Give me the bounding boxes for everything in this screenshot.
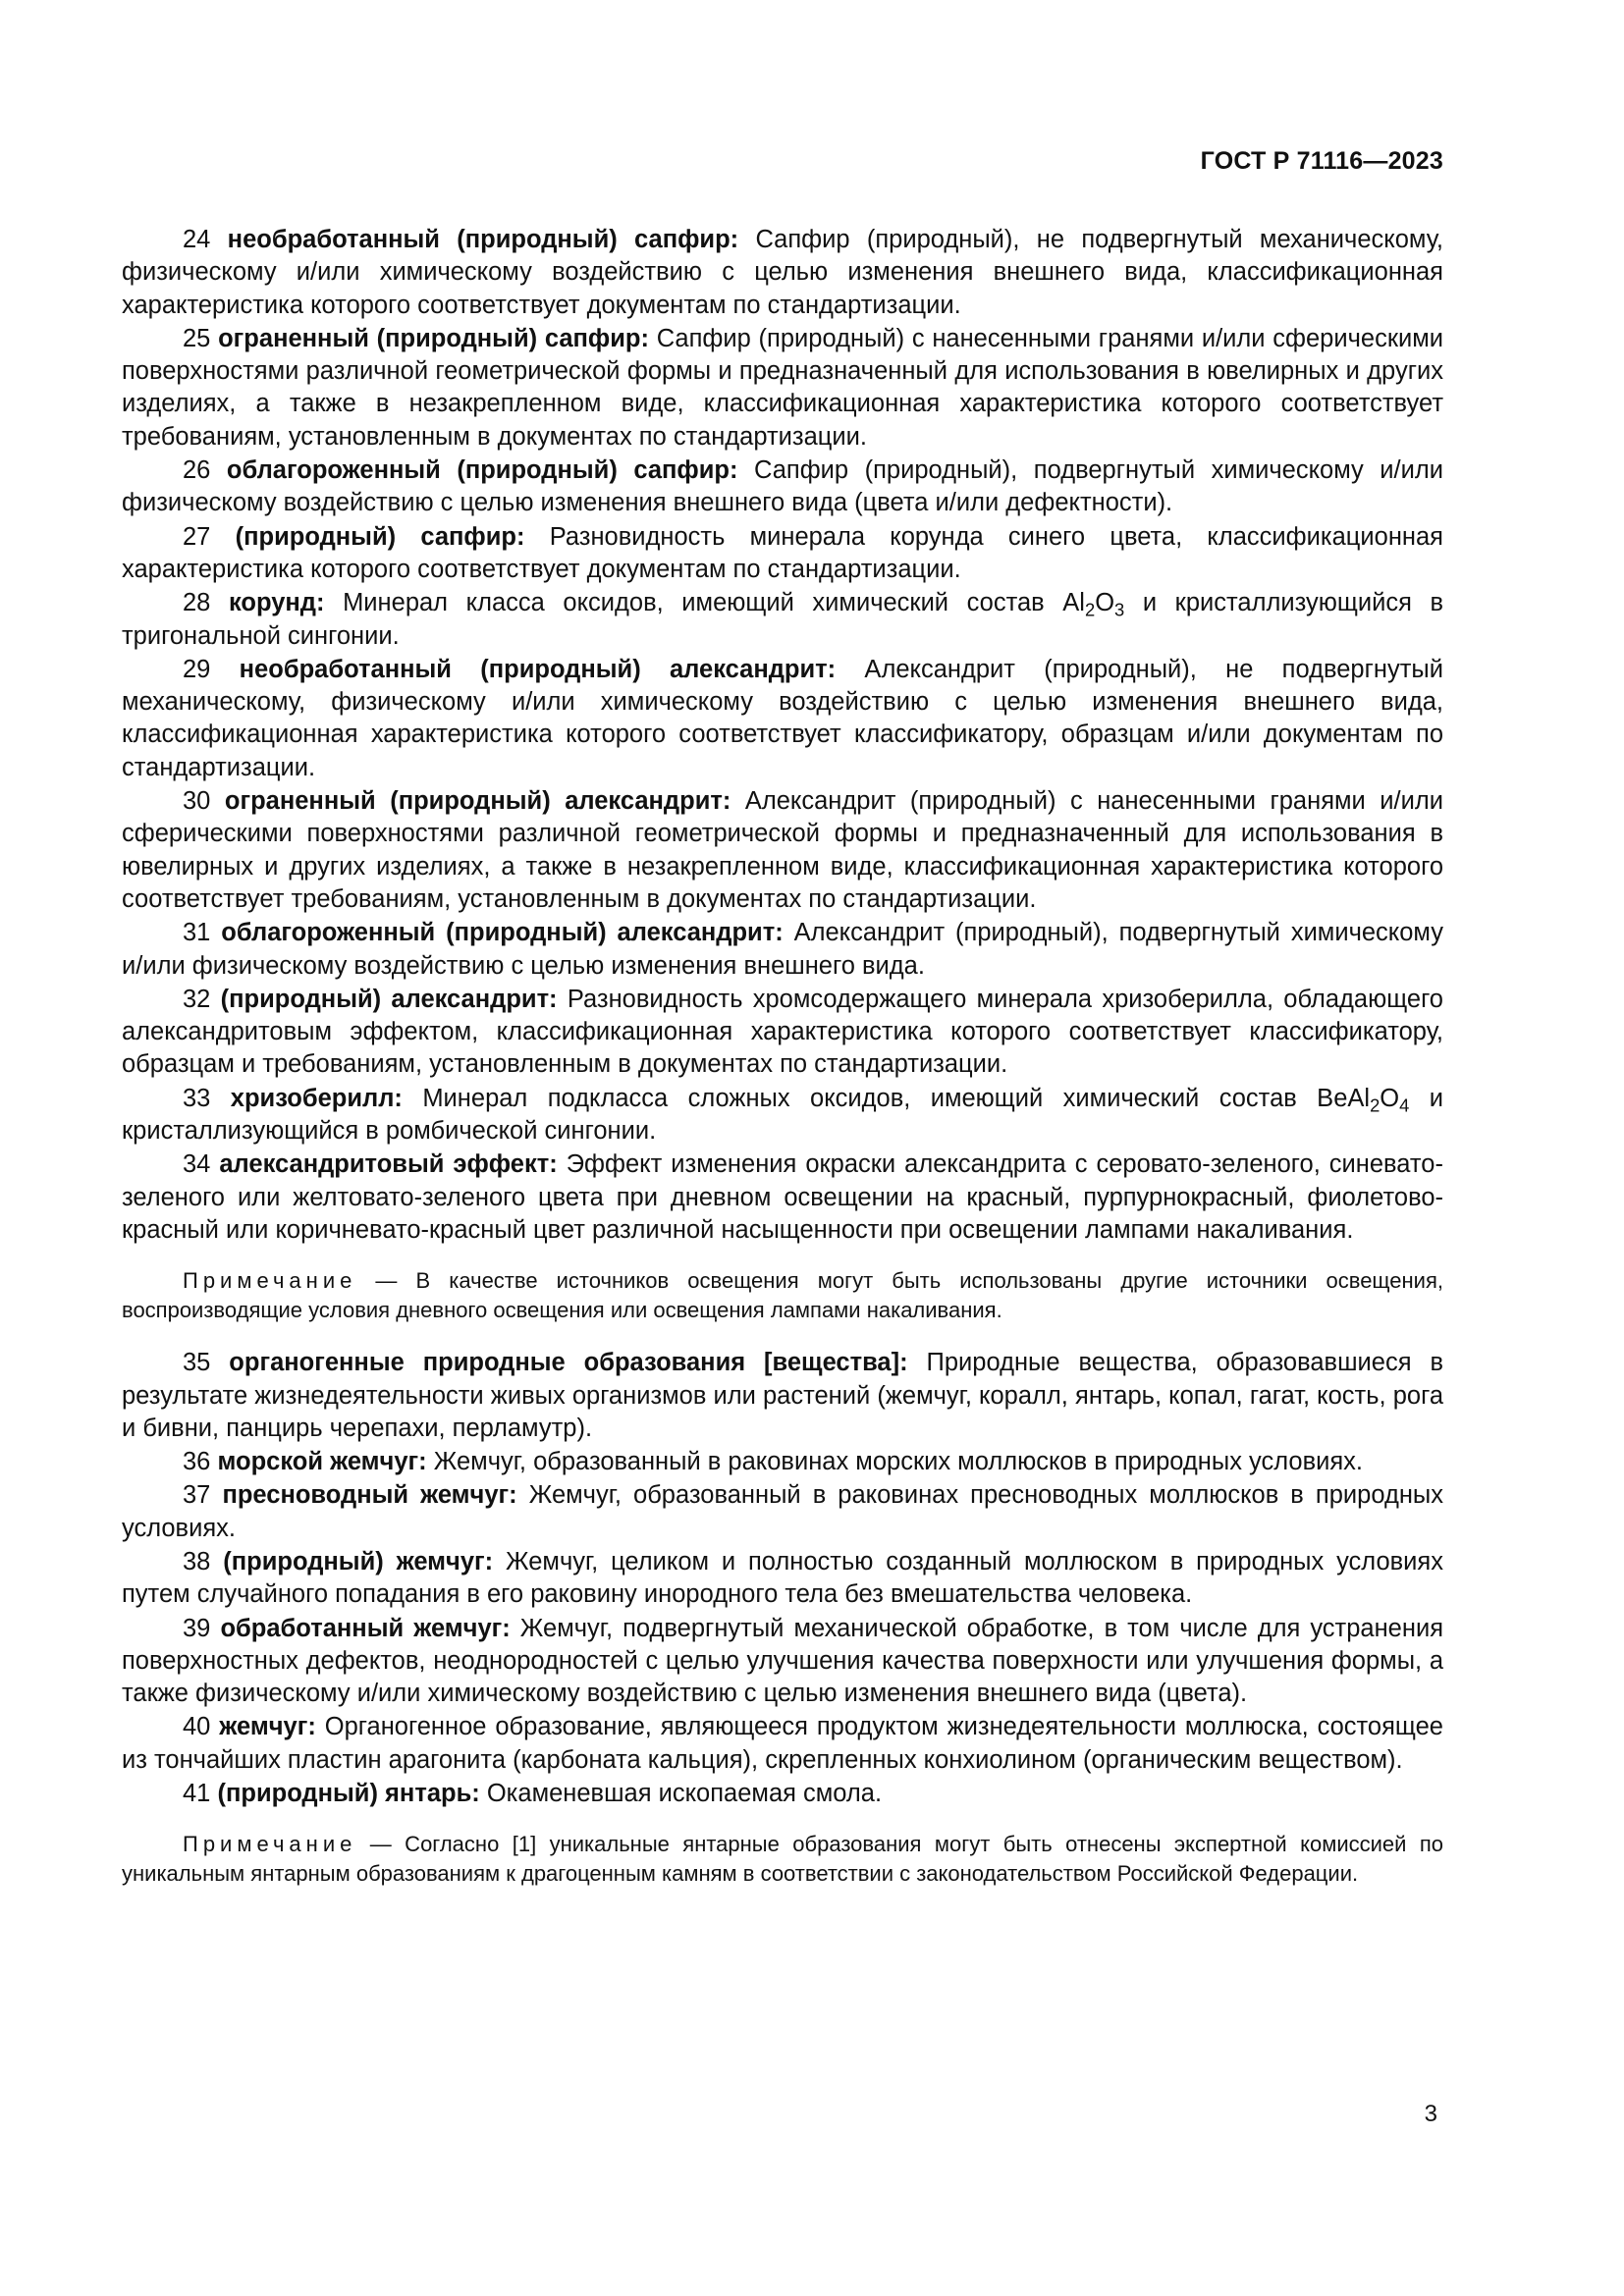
term-definition-cont: и кристаллизующийся в тригональной сингонии.: [122, 589, 1444, 650]
term-definition-cont: и кристаллизующийся в ромбической сингонии.: [122, 1084, 1443, 1146]
term-41: [122, 1778, 1443, 1810]
term-29: [122, 654, 1443, 784]
term-name: (природный) жемчуг:: [223, 1547, 494, 1575]
term-name: обработанный жемчуг:: [220, 1614, 511, 1642]
note-1: [122, 1266, 1443, 1325]
term-definition: Сапфир (природный) с нанесенными гранями и/или сферическими поверхностями различной геометрической формы и предназначенный для использования в ювелирных и других изделиях, а также в незакрепленном виде, классификационная характеристика которого соответствует требованиям, установленным в документах по стандартизации.: [122, 324, 1443, 451]
term-name: пресноводный жемчуг:: [222, 1481, 517, 1510]
term-number: 28: [183, 589, 211, 617]
term-number: 25: [183, 324, 211, 352]
term-definition: Жемчуг, подвергнутый механической обработке, в том числе для устранения поверхностных дефектов, неоднородностей с целью улучшения качества поверхности или улучшения формы, а также физическому и/или химическому воздействию с целью изменения внешнего вида (цвета).: [122, 1614, 1443, 1708]
term-number: 26: [183, 456, 211, 485]
term-name: ограненный (природный) сапфир:: [218, 324, 649, 352]
term-39: [122, 1613, 1443, 1711]
term-definition: Эффект изменения окраски александрита с серовато-зеленого, синевато-зеленого или желтовато-зеленого цвета при дневном освещении на красный, пурпурнокрасный, фиолетово-красный или коричневато-красный цвет различной насыщенности при освещении лампами накаливания.: [122, 1150, 1443, 1244]
term-definition: Александрит (природный), не подвергнутый механическому, физическому и/или химическому воздействию с целью изменения внешнего вида, классификационная характеристика которого соответствует классификатору, образцам и/или документам по стандартизации.: [122, 655, 1443, 781]
term-number: 35: [183, 1349, 211, 1377]
term-number: 40: [183, 1713, 211, 1741]
term-24: [122, 224, 1443, 322]
term-name: необработанный (природный) сапфир:: [227, 226, 739, 253]
term-definition: Сапфир (природный), подвергнутый химическому и/или физическому воздействию с целью изменения внешнего вида (цвета и/или дефектности).: [122, 456, 1443, 517]
term-name: (природный) александрит:: [220, 985, 558, 1013]
term-number: 38: [183, 1547, 211, 1575]
term-name: александритовый эффект:: [219, 1150, 558, 1179]
note-label: Примечание: [183, 1832, 357, 1857]
note-2: [122, 1830, 1443, 1889]
term-definition: Природные вещества, образовавшиеся в результате жизнедеятельности живых организмов или растений (жемчуг, коралл, янтарь, копал, гагат, кость, рога и бивни, панцирь черепахи, перламутр).: [122, 1349, 1443, 1442]
term-name: облагороженный (природный) александрит:: [221, 919, 784, 947]
term-number: 34: [183, 1150, 211, 1179]
term-definition-cont: O: [1380, 1084, 1400, 1112]
term-33: [122, 1083, 1443, 1148]
term-36: [122, 1446, 1443, 1478]
term-30: [122, 785, 1443, 916]
term-name: (природный) янтарь:: [217, 1780, 480, 1808]
term-number: 39: [183, 1614, 211, 1642]
term-definition: Александрит (природный) с нанесенными гранями и/или сферическими поверхностями различной геометрической формы и предназначенный для использования в ювелирных и других изделиях, а также в незакрепленном виде, классификационная характеристика которого соответствует требованиям, установленным в документах по стандартизации.: [122, 787, 1443, 913]
term-37: [122, 1479, 1443, 1545]
term-40: [122, 1711, 1443, 1777]
term-definition: Минерал подкласса сложных оксидов, имеющий химический состав BeAl: [402, 1084, 1371, 1112]
term-38: [122, 1546, 1443, 1612]
page-number: 3: [1424, 2101, 1437, 2127]
term-name: морской жемчуг:: [217, 1448, 427, 1476]
term-number: 27: [183, 522, 211, 551]
term-number: 36: [183, 1448, 211, 1476]
note-text: — В качестве источников освещения могут быть использованы другие источники освещения, воспроизводящие условия дневного освещения или освещения лампами накаливания.: [122, 1268, 1443, 1323]
term-35: [122, 1347, 1443, 1445]
term-definition: Жемчуг, целиком и полностью созданный моллюском в природных условиях путем случайного попадания в его раковину инородного тела без вмешательства человека.: [122, 1547, 1443, 1609]
term-number: 31: [183, 919, 211, 947]
subscript: 4: [1399, 1095, 1410, 1116]
note-label: Примечание: [183, 1268, 357, 1294]
term-definition: Сапфир (природный), не подвергнутый механическому, физическому и/или химическому воздействию с целью изменения внешнего вида, классификационная характеристика которого соответствует документам по стандартизации.: [122, 226, 1443, 319]
subscript: 2: [1084, 599, 1096, 620]
term-number: 29: [183, 655, 211, 683]
term-definition: Жемчуг, образованный в раковинах морских моллюсков в природных условиях.: [426, 1448, 1364, 1476]
document-code: ГОСТ Р 71116—2023: [1200, 147, 1443, 175]
term-25: [122, 323, 1443, 454]
term-31: [122, 917, 1443, 983]
term-definition: Окаменевшая ископаемая смола.: [479, 1780, 883, 1808]
term-number: 30: [183, 787, 211, 816]
document-body: [122, 224, 1443, 1910]
term-name: (природный) сапфир:: [235, 522, 525, 551]
term-name: хризоберилл:: [230, 1084, 403, 1112]
term-definition: Разновидность хромсодержащего минерала хризоберилла, обладающего александритовым эффектом, классификационная характеристика которого соответствует классификатору, образцам и требованиям, установленным в документах по стандартизации.: [122, 985, 1443, 1079]
term-definition: Разновидность минерала корунда синего цвета, классификационная характеристика которого соответствует документам по стандартизации.: [122, 522, 1443, 583]
term-27: [122, 521, 1443, 587]
term-number: 32: [183, 985, 211, 1013]
subscript: 2: [1370, 1095, 1380, 1116]
term-number: 24: [183, 226, 211, 253]
term-28: [122, 587, 1443, 653]
term-name: ограненный (природный) александрит:: [224, 787, 731, 816]
term-name: жемчуг:: [219, 1713, 316, 1741]
term-name: корунд:: [228, 589, 325, 617]
term-definition-cont: O: [1095, 589, 1115, 617]
subscript: 3: [1114, 599, 1125, 620]
term-definition: Александрит (природный), подвергнутый химическому и/или физическому воздействию с целью изменения внешнего вида.: [122, 919, 1443, 980]
term-32: [122, 984, 1443, 1082]
term-name: необработанный (природный) александрит:: [239, 655, 837, 683]
term-number: 41: [183, 1780, 211, 1808]
term-definition: Органогенное образование, являющееся продуктом жизнедеятельности моллюска, состоящее из тончайших пластин арагонита (карбоната кальция), скрепленных конхиолином (органическим веществом).: [122, 1713, 1443, 1774]
term-34: [122, 1148, 1443, 1247]
term-name: органогенные природные образования [вещества]:: [229, 1349, 908, 1377]
term-number: 33: [183, 1084, 211, 1112]
term-definition: Жемчуг, образованный в раковинах пресноводных моллюсков в природных условиях.: [122, 1481, 1443, 1542]
term-name: облагороженный (природный) сапфир:: [226, 456, 738, 485]
term-definition: Минерал класса оксидов, имеющий химический состав Al: [324, 589, 1085, 617]
term-number: 37: [183, 1481, 211, 1510]
term-26: [122, 454, 1443, 520]
note-text: — Согласно [1] уникальные янтарные образования могут быть отнесены экспертной комиссией по уникальным янтарным образованиям к драгоценным камням в соответствии с законодательством Российской Федерации.: [122, 1832, 1443, 1887]
